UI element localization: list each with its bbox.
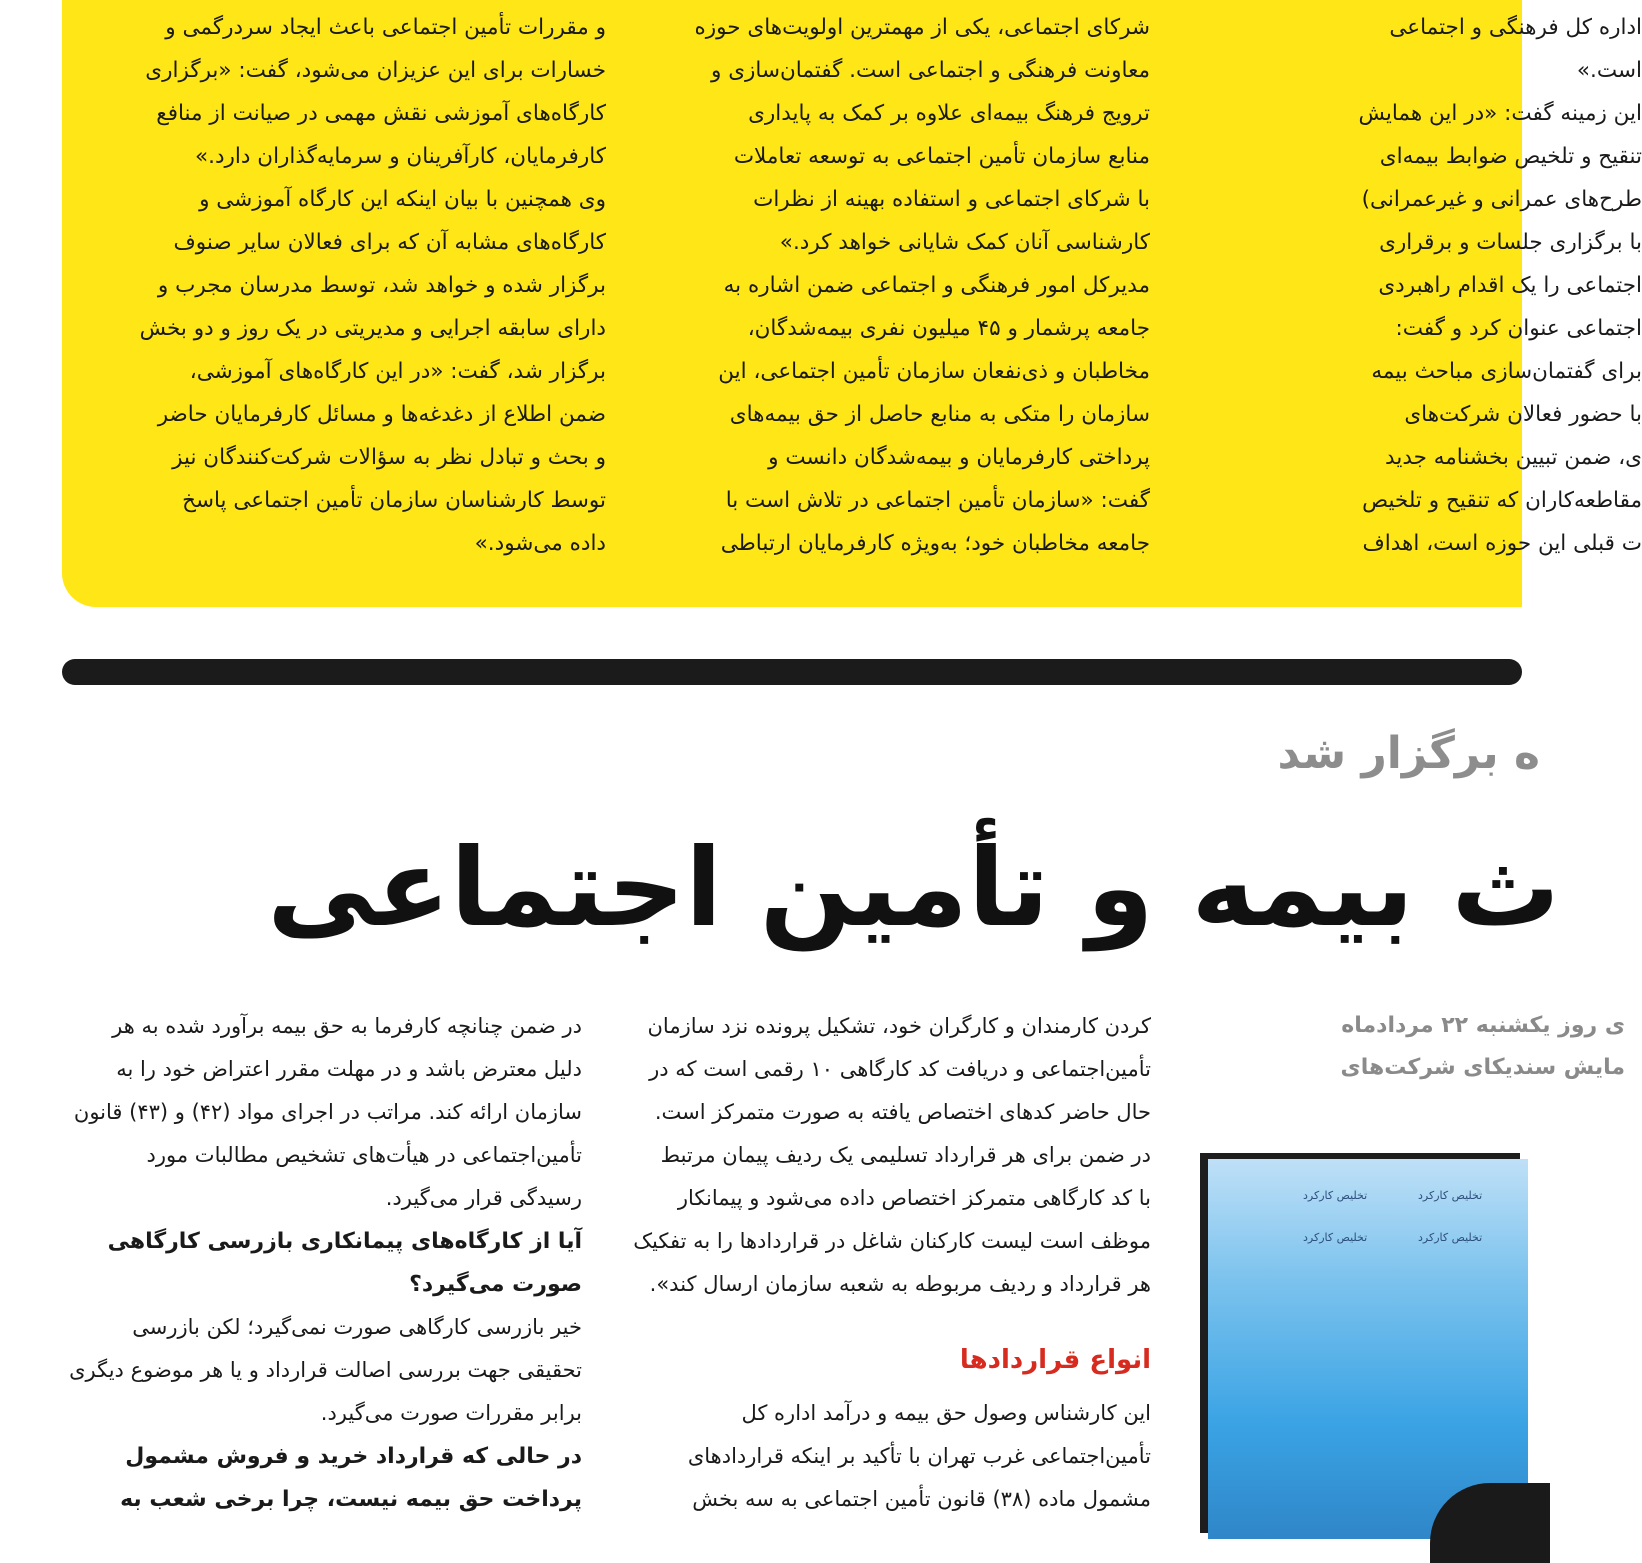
text-line: است.» (1576, 58, 1642, 83)
text-line: هر قرارداد و ردیف مربوطه به شعبه سازمان ارسال کند». (649, 1272, 1151, 1296)
text-line: موظف است لیست کارکنان شاغل در قراردادها را به تفکیک (633, 1229, 1151, 1253)
question-line: آیا از کارگاه‌های پیمانکاری بازرسی کارگاهی (107, 1229, 582, 1254)
text-line: خسارات برای این عزیزان می‌شود، گفت: «برگزاری (145, 58, 606, 83)
text-line: طرح‌های عمرانی و غیرعمرانی) (1361, 187, 1642, 212)
highlight-box (62, 0, 1642, 607)
text-line: پرداختی کارفرمایان و بیمه‌شدگان دانست و (768, 445, 1150, 470)
text-line: کردن کارمندان و کارگران خود، تشکیل پرونده نزد سازمان (647, 1014, 1151, 1038)
text-line: اداره کل فرهنگی و اجتماعی (1389, 15, 1642, 40)
top-column-middle (658, 6, 1150, 565)
photo-label: تخلیص کارکرد (1418, 1189, 1483, 1202)
article-kicker: ه برگزار شد (1277, 728, 1540, 779)
text-line: گفت: «سازمان تأمین اجتماعی در تلاش است با (725, 488, 1150, 513)
section-divider (62, 659, 1522, 685)
photo-label: تخلیص کارکرد (1303, 1231, 1368, 1244)
question-line: صورت می‌گیرد؟ (409, 1272, 582, 1297)
text-line: تحقیقی جهت بررسی اصالت قرارداد و یا هر موضوع دیگری (69, 1358, 582, 1382)
question-line: پرداخت حق بیمه نیست، چرا برخی شعب به (120, 1487, 582, 1512)
text-line: برابر مقررات صورت می‌گیرد. (320, 1401, 582, 1425)
text-line: این زمینه گفت: «در این همایش (1358, 101, 1642, 126)
article-column-left (66, 1005, 582, 1521)
text-line: کارگاه‌های آموزشی نقش مهمی در صیانت از منافع (156, 101, 606, 126)
text-line: اجتماعی عنوان کرد و گفت: (1395, 316, 1642, 341)
article-column-middle-top (633, 1005, 1151, 1306)
text-line: تأمین‌اجتماعی غرب تهران با تأکید بر اینکه قراردادهای (687, 1444, 1151, 1468)
text-line: دلیل معترض باشد و در مهلت مقرر اعتراض خود را به (116, 1057, 582, 1081)
text-line: کارشناسی آنان کمک شایانی خواهد کرد.» (779, 230, 1150, 255)
text-line: برگزار شده و خواهد شد، توسط مدرسان مجرب و (157, 273, 606, 298)
text-line: با حضور فعالان شرکت‌های (1404, 402, 1642, 427)
text-line: و مقررات تأمین اجتماعی باعث ایجاد سردرگمی و (165, 15, 606, 40)
text-line: تنقیح و تلخیص ضوابط بیمه‌ای (1379, 144, 1642, 169)
text-line: ت قبلی این حوزه است، اهداف (1362, 531, 1642, 556)
text-line: داده می‌شود.» (474, 531, 606, 556)
question-line: در حالی که قرارداد خرید و فروش مشمول (125, 1444, 582, 1469)
text-line: در ضمن برای هر قرارداد تسلیمی یک ردیف پیمان مرتبط (660, 1143, 1151, 1167)
text-line: مشمول ماده (۳۸) قانون تأمین اجتماعی به سه بخش (692, 1487, 1151, 1511)
text-line: تأمین‌اجتماعی و دریافت کد کارگاهی ۱۰ رقمی است که در (649, 1057, 1151, 1081)
text-line: سازمان را متکی به منابع حاصل از حق بیمه‌های (729, 402, 1150, 427)
article-lead (1205, 1005, 1625, 1089)
text-line: سازمان ارائه کند. مراتب در اجرای مواد (۴۲) و (۴۳) قانون (73, 1100, 582, 1124)
text-line: جامعه مخاطبان خود؛ به‌ویژه کارفرمایان ارتباطی (720, 531, 1150, 556)
text-line: در ضمن چنانچه کارفرما به حق بیمه برآورد شده به هر (112, 1014, 582, 1038)
article-column-middle-bottom (636, 1392, 1151, 1521)
text-line: شرکای اجتماعی، یکی از مهمترین اولویت‌های حوزه (694, 15, 1150, 40)
text-line: و بحث و تبادل نظر به سؤالات شرکت‌کنندگان نیز (172, 445, 606, 470)
text-line: مخاطبان و ذی‌نفعان سازمان تأمین اجتماعی، این (718, 359, 1150, 384)
text-line: با کد کارگاهی متمرکز اختصاص داده می‌شود و پیمانکار (677, 1186, 1151, 1210)
text-line: ترویج فرهنگ بیمه‌ای علاوه بر کمک به پایداری (748, 101, 1150, 126)
text-line: ضمن اطلاع از دغدغه‌ها و مسائل کارفرمایان حاضر (157, 402, 606, 427)
text-line: ی، ضمن تبیین بخشنامه جدید (1385, 445, 1642, 470)
top-column-left (114, 6, 606, 565)
text-line: خیر بازرسی کارگاهی صورت نمی‌گیرد؛ لکن بازرسی (132, 1315, 582, 1339)
text-line: منابع سازمان تأمین اجتماعی به توسعه تعاملات (733, 144, 1150, 169)
text-line: با شرکای اجتماعی و استفاده بهینه از نظرات (753, 187, 1150, 212)
text-line: با برگزاری جلسات و برقراری (1379, 230, 1642, 255)
lead-line: مایش سندیکای شرکت‌های (1340, 1055, 1625, 1080)
text-line: این کارشناس وصول حق بیمه و درآمد اداره کل (741, 1401, 1151, 1425)
text-line: مقاطعه‌کاران که تنقیح و تلخیص (1362, 488, 1642, 513)
text-line: وی همچنین با بیان اینکه این کارگاه آموزشی و (199, 187, 606, 212)
text-line: دارای سابقه اجرایی و مدیریتی در یک روز و دو بخش (139, 316, 606, 341)
text-line: اجتماعی را یک اقدام راهبردی (1378, 273, 1642, 298)
article-subheading: انواع قراردادها (959, 1345, 1151, 1375)
text-line: برای گفتمان‌سازی مباحث بیمه (1371, 359, 1642, 384)
text-line: کارفرمایان، کارآفرینان و سرمایه‌گذاران دارد.» (194, 144, 606, 169)
photo-label: تخلیص کارکرد (1303, 1189, 1368, 1202)
text-line: توسط کارشناسان سازمان تأمین اجتماعی پاسخ (182, 488, 606, 513)
photo-label: تخلیص کارکرد (1418, 1231, 1483, 1244)
lead-line: ی روز یکشنبه ۲۲ مردادماه (1341, 1013, 1625, 1038)
top-column-right (1202, 6, 1642, 565)
article-photo (1200, 1153, 1520, 1533)
text-line: حال حاضر کدهای اختصاص یافته به صورت متمرکز است. (654, 1100, 1151, 1124)
text-line: برگزار شد، گفت: «در این کارگاه‌های آموزشی، (189, 359, 606, 384)
text-line: معاونت فرهنگی و اجتماعی است. گفتمان‌سازی و (710, 58, 1150, 83)
text-line: جامعه پرشمار و ۴۵ میلیون نفری بیمه‌شدگان، (747, 316, 1150, 341)
text-line: رسیدگی قرار می‌گیرد. (385, 1186, 582, 1210)
article-headline: ث بیمه و تأمین اجتماعی (267, 826, 1560, 951)
text-line: تأمین‌اجتماعی در هیأت‌های تشخیص مطالبات مورد (146, 1143, 582, 1167)
text-line: کارگاه‌های مشابه آن که برای فعالان سایر صنوف (173, 230, 606, 255)
text-line: مدیرکل امور فرهنگی و اجتماعی ضمن اشاره به (723, 273, 1150, 298)
photo-screen (1208, 1159, 1528, 1539)
